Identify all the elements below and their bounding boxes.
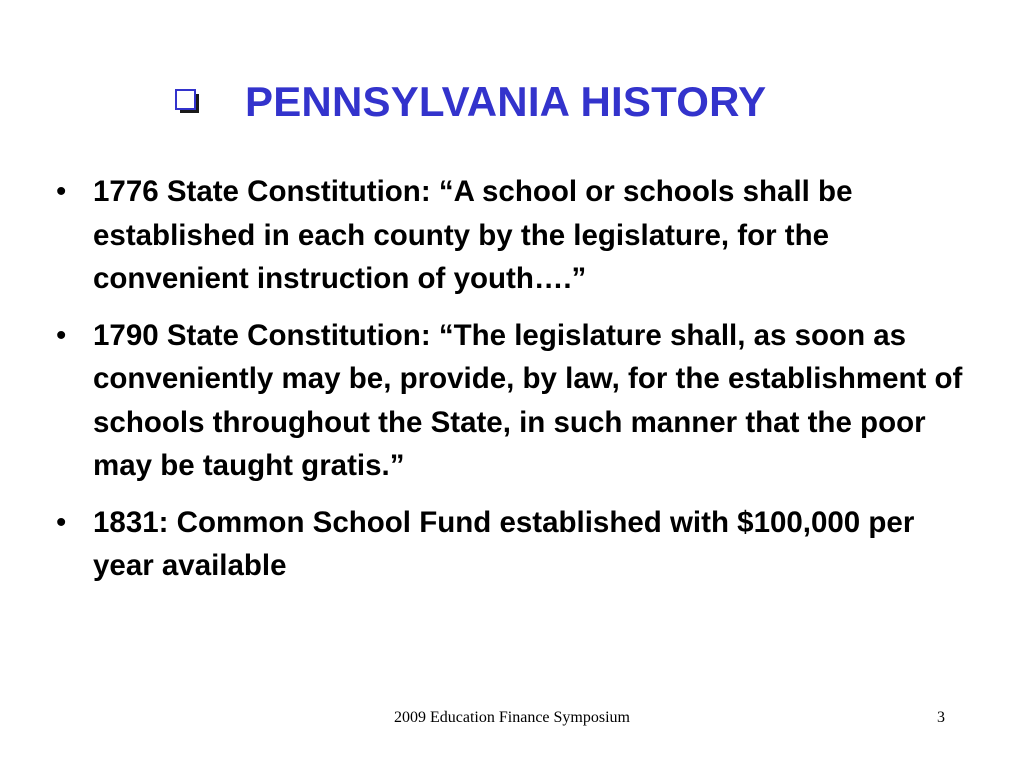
- bullet-item-1831: [56, 501, 966, 588]
- checkbox-square-icon: [175, 89, 201, 115]
- bullet-text: 1790 State Constitution: “The legislature shall, as soon as conveniently may be, provide, by law, for the establishment of schools throughout the State, in such manner that the poor may be taught gratis.”: [93, 318, 963, 482]
- bullet-item-1790: [56, 314, 966, 488]
- bullet-marker: •: [56, 318, 67, 352]
- footer-symposium: 2009 Education Finance Symposium: [394, 709, 630, 726]
- slide-title-text: PENNSYLVANIA HISTORY: [245, 78, 767, 125]
- bullet-item-1776: [56, 170, 966, 301]
- bullet-marker: •: [56, 175, 67, 208]
- footer-page-number: 3: [937, 709, 945, 726]
- slide-title: [175, 72, 935, 132]
- bullet-list: [56, 170, 966, 601]
- bullet-text: 1776 State Constitution: “A school or schools shall be established in each county by the legislature, for the convenient instruction of youth….”: [93, 175, 853, 295]
- bullet-marker: •: [56, 505, 67, 539]
- bullet-text: 1831: Common School Fund established with $100,000 per year available: [93, 505, 915, 582]
